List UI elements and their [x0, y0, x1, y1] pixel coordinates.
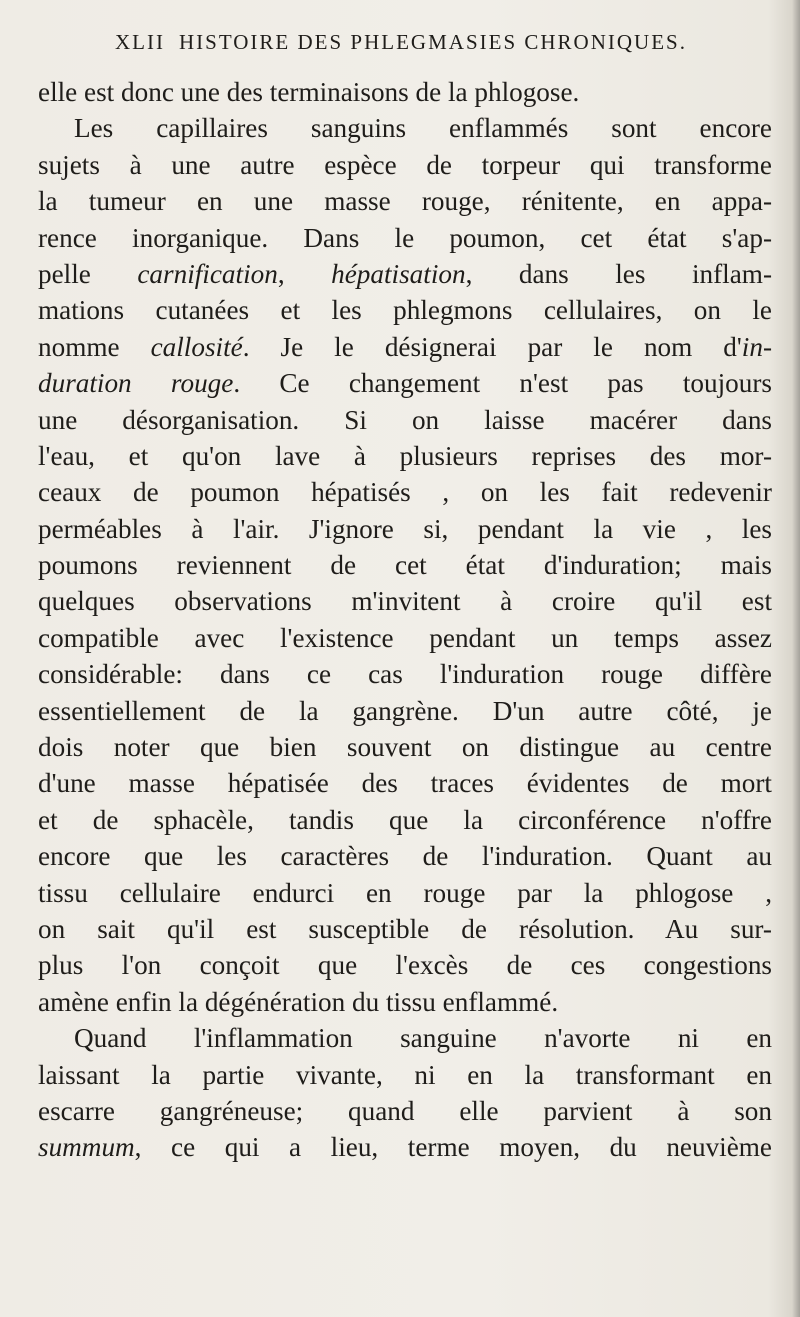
text-run: compatible avec l'existence pendant un temps assez: [38, 622, 772, 653]
text-line: [38, 1129, 772, 1165]
text-run: tissu cellulaire endurci en rouge par la phlogose ,: [38, 877, 772, 908]
text-run: essentiellement de la gangrène. D'un autre côté, je: [38, 695, 772, 726]
text-run: Quand l'inflammation sanguine n'avorte ni en: [74, 1023, 772, 1054]
text-line: [38, 693, 772, 729]
text-run: mations cutanées et les phlegmons cellulaires, on le: [38, 295, 772, 326]
text-line: [38, 656, 772, 692]
text-line: [38, 329, 772, 365]
text-run: rence inorganique. Dans le poumon, cet état s'ap-: [38, 222, 772, 253]
text-run: une désorganisation. Si on laisse macérer dans: [38, 404, 772, 435]
text-line: [38, 292, 772, 328]
italic-term: summum: [38, 1132, 135, 1163]
text-line: [38, 1020, 772, 1056]
text-line: [38, 1093, 772, 1129]
italic-term: in-: [741, 331, 772, 362]
text-line: [38, 875, 772, 911]
text-run: . Ce changement n'est pas toujours: [233, 368, 772, 399]
text-run: la tumeur en une masse rouge, rénitente, en appa-: [38, 186, 772, 217]
text-line: [38, 511, 772, 547]
text-line: [38, 547, 772, 583]
text-run: escarre gangréneuse; quand elle parvient à son: [38, 1095, 772, 1126]
text-line: [38, 438, 772, 474]
text-run: dois noter que bien souvent on distingue au centre: [38, 732, 772, 763]
text-line: [38, 583, 772, 619]
text-line: [38, 729, 772, 765]
text-line: [38, 402, 772, 438]
text-line: [38, 984, 772, 1020]
text-line: [38, 802, 772, 838]
text-run: . Je le désignerai par le nom d': [242, 331, 742, 362]
text-run: ceaux de poumon hépatisés , on les fait redevenir: [38, 477, 772, 508]
text-run: perméables à l'air. J'ignore si, pendant la vie , les: [38, 513, 772, 544]
text-run: l'eau, et qu'on lave à plusieurs reprises des mor-: [38, 440, 772, 471]
text-line: [38, 620, 772, 656]
text-run: d'une masse hépatisée des traces évidentes de mort: [38, 768, 772, 799]
text-run: plus l'on conçoit que l'excès de ces congestions: [38, 950, 772, 981]
text-run: considérable: dans ce cas l'induration rouge diffère: [38, 659, 772, 690]
text-line: [38, 765, 772, 801]
text-run: pelle: [38, 258, 138, 289]
text-line: [38, 256, 772, 292]
text-line: [38, 474, 772, 510]
text-line: [38, 183, 772, 219]
text-run: et de sphacèle, tandis que la circonférence n'offre: [38, 804, 772, 835]
text-run: poumons reviennent de cet état d'induration; mais: [38, 550, 772, 581]
text-run: ,: [277, 258, 332, 289]
text-line: [38, 74, 772, 110]
text-run: , ce qui a lieu, terme moyen, du neuvième: [134, 1132, 772, 1163]
text-run: sujets à une autre espèce de torpeur qui transforme: [38, 149, 772, 180]
text-line: [38, 365, 772, 401]
page-number: XLII: [115, 30, 165, 54]
running-title: HISTOIRE DES PHLEGMASIES CHRONIQUES.: [178, 30, 687, 54]
italic-term: callosité: [150, 331, 243, 362]
text-run: elle est donc une des terminaisons de la phlogose.: [38, 77, 580, 107]
text-line: [38, 911, 772, 947]
running-header: [115, 30, 715, 64]
text-run: Les capillaires sanguins enflammés sont encore: [74, 113, 772, 144]
italic-term: duration rouge: [38, 368, 234, 399]
text-run: amène enfin la dégénération du tissu enflammé.: [38, 986, 559, 1017]
text-line: [38, 838, 772, 874]
text-line: [38, 220, 772, 256]
text-run: nomme: [38, 331, 151, 362]
text-line: [38, 947, 772, 983]
text-line: [38, 110, 772, 146]
text-run: on sait qu'il est susceptible de résolution. Au sur-: [38, 913, 772, 944]
text-run: laissant la partie vivante, ni en la transformant en: [38, 1059, 772, 1090]
text-run: quelques observations m'invitent à croire qu'il est: [38, 586, 772, 617]
text-run: , dans les inflam-: [465, 258, 772, 289]
body-text: [38, 74, 772, 1163]
italic-term: carnification: [137, 258, 278, 289]
text-line: [38, 1057, 772, 1093]
italic-term: hépatisation: [331, 258, 466, 289]
page-edge-shadow: [792, 0, 800, 1317]
text-line: [38, 147, 772, 183]
text-run: encore que les caractères de l'induration. Quant au: [38, 841, 772, 872]
